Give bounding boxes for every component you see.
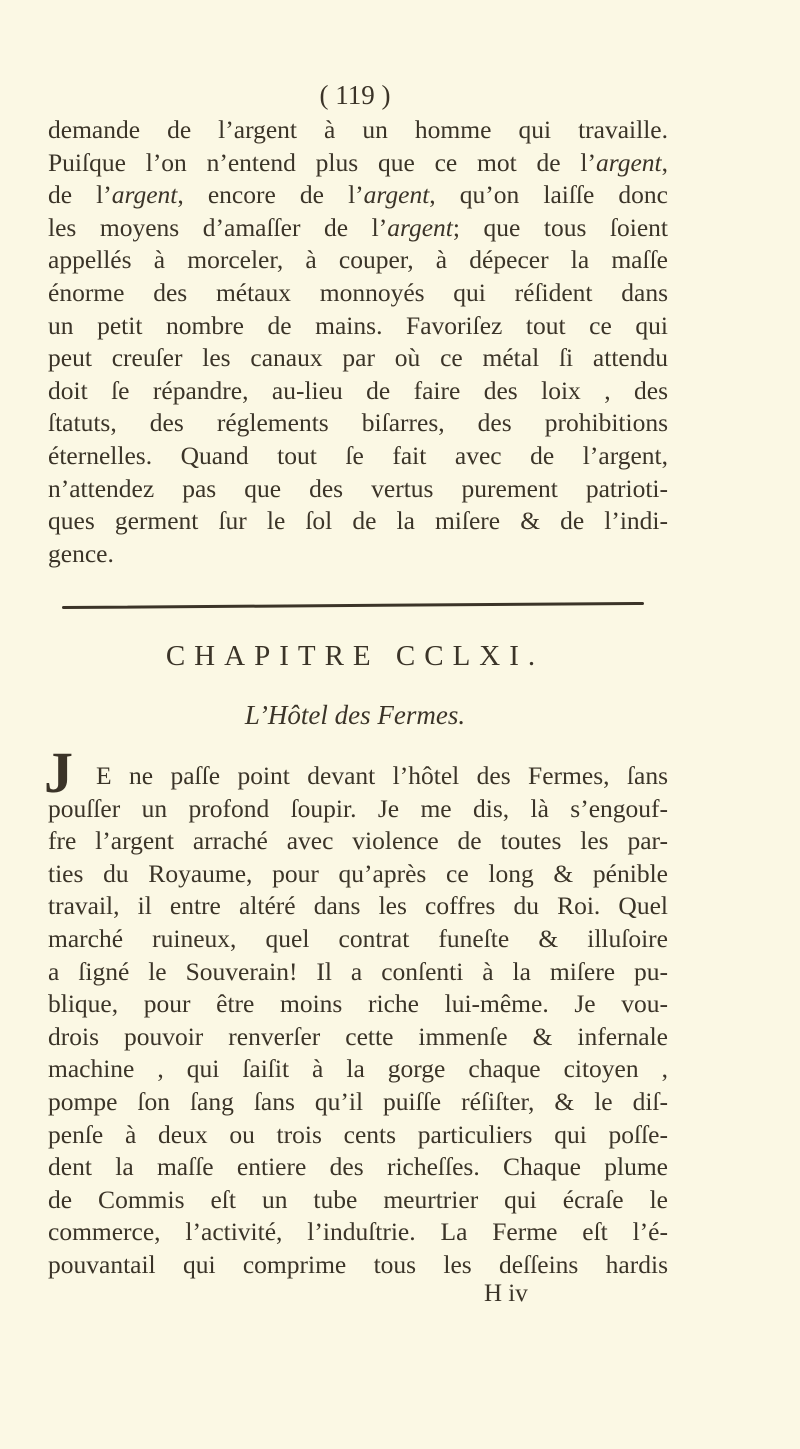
text-line — [48, 473, 668, 506]
drop-cap: J — [44, 740, 73, 805]
text-line — [48, 988, 668, 1021]
text-run: doit ſe répandre, au-lieu de faire des loix , des — [48, 375, 668, 405]
text-run: machine , qui ſaiſit à la gorge chaque citoyen , — [48, 1054, 668, 1084]
text-run: drois pouvoir renverſer cette immenſe & infernale — [48, 1021, 668, 1051]
text-run: pouvantail qui comprime tous les deſſeins hardis — [48, 1249, 668, 1279]
text-run: a ſigné le Souverain! Il a conſenti à la miſere pu- — [48, 956, 668, 986]
text-line — [48, 212, 668, 245]
text-run: de Commis eſt un tube meurtrier qui écraſe le — [48, 1184, 668, 1214]
text-line — [48, 277, 668, 310]
text-run: ; que tous ſoient — [452, 212, 669, 242]
text-line — [48, 179, 668, 212]
section-divider — [62, 602, 644, 609]
text-run: , encore de l’ — [177, 180, 364, 210]
text-line — [48, 956, 668, 989]
text-run: demande de l’argent à un homme qui travaille. — [48, 115, 668, 144]
page-number: ( 119 ) — [319, 80, 391, 110]
text-line — [48, 1249, 668, 1282]
text-line — [48, 538, 668, 571]
text-line — [48, 1184, 668, 1217]
text-line — [48, 760, 668, 793]
text-run: blique, pour être moins riche lui-même. Je vou- — [48, 989, 668, 1019]
text-line — [48, 1021, 668, 1054]
text-line — [48, 147, 668, 180]
text-line — [48, 1119, 668, 1152]
chapter-subtitle: L’Hôtel des Fermes. — [244, 700, 466, 730]
text-line — [48, 858, 668, 891]
text-line — [48, 375, 668, 408]
text-line — [48, 793, 668, 826]
italic-word: argent — [363, 180, 430, 210]
text-run: ties du Royaume, pour qu’après ce long & pénible — [48, 858, 668, 888]
text-line — [48, 244, 668, 277]
text-line — [48, 1053, 668, 1086]
text-line — [48, 1086, 668, 1119]
text-run: pompe ſon ſang ſans qu’il puiſſe réſiſter, & le diſ- — [48, 1086, 668, 1116]
text-run: , qu’on laiſſe donc — [429, 180, 668, 210]
text-line — [48, 923, 668, 956]
text-run: appellés à morceler, à couper, à dépecer la maſſe — [48, 245, 668, 275]
text-run: ſtatuts, des réglements biſarres, des prohibitions — [48, 408, 668, 438]
text-run: de l’ — [48, 180, 112, 210]
italic-word: argent — [111, 180, 178, 210]
text-line — [48, 310, 668, 343]
text-run: éternelles. Quand tout ſe fait avec de l’argent, — [48, 440, 668, 470]
text-line — [48, 114, 668, 147]
text-run: ques germent ſur le ſol de la miſere & de l’indi- — [48, 506, 668, 536]
signature-mark: H iv — [484, 1280, 528, 1307]
italic-word: argent — [595, 147, 662, 177]
text-line — [48, 825, 668, 858]
text-run: E ne paſſe point devant l’hôtel des Fermes, ſans — [96, 761, 668, 790]
text-run: pouſſer un profond ſoupir. Je me dis, là s’engouf- — [48, 793, 668, 823]
text-run: un petit nombre de mains. Favoriſez tout ce qui — [48, 310, 668, 340]
text-run: fre l’argent arraché avec violence de toutes les par- — [48, 826, 668, 856]
text-run: penſe à deux ou trois cents particuliers qui poſſe- — [48, 1119, 668, 1149]
text-run: dent la maſſe entiere des richeſſes. Chaque plume — [48, 1152, 668, 1182]
text-run: gence. — [48, 538, 114, 568]
text-run: peut creuſer les canaux par où ce métal ſi attendu — [48, 343, 668, 373]
text-run: énorme des métaux monnoyés qui réſident dans — [48, 277, 668, 307]
text-line — [48, 440, 668, 473]
text-run: , — [661, 147, 668, 177]
text-line — [48, 505, 668, 538]
text-line — [48, 407, 668, 440]
text-line — [48, 1216, 668, 1249]
text-run: les moyens d’amaſſer de l’ — [48, 212, 388, 242]
italic-word: argent — [387, 212, 453, 242]
text-run: travail, il entre altéré dans les coffres du Roi. Quel — [48, 891, 668, 921]
text-run: Puiſque l’on n’entend plus que ce mot de l’ — [48, 147, 596, 177]
chapter-heading: CHAPITRE CCLXI. — [165, 640, 545, 672]
text-run: commerce, l’activité, l’induſtrie. La Ferme eſt l’é- — [48, 1217, 668, 1247]
paragraph-1 — [48, 114, 668, 570]
text-line — [48, 890, 668, 923]
text-run: marché ruineux, quel contrat funeſte & illuſoire — [48, 923, 668, 953]
text-line — [48, 342, 668, 375]
text-line — [48, 1151, 668, 1184]
text-run: n’attendez pas que des vertus purement patrioti- — [48, 473, 668, 503]
paragraph-2 — [48, 760, 668, 1282]
